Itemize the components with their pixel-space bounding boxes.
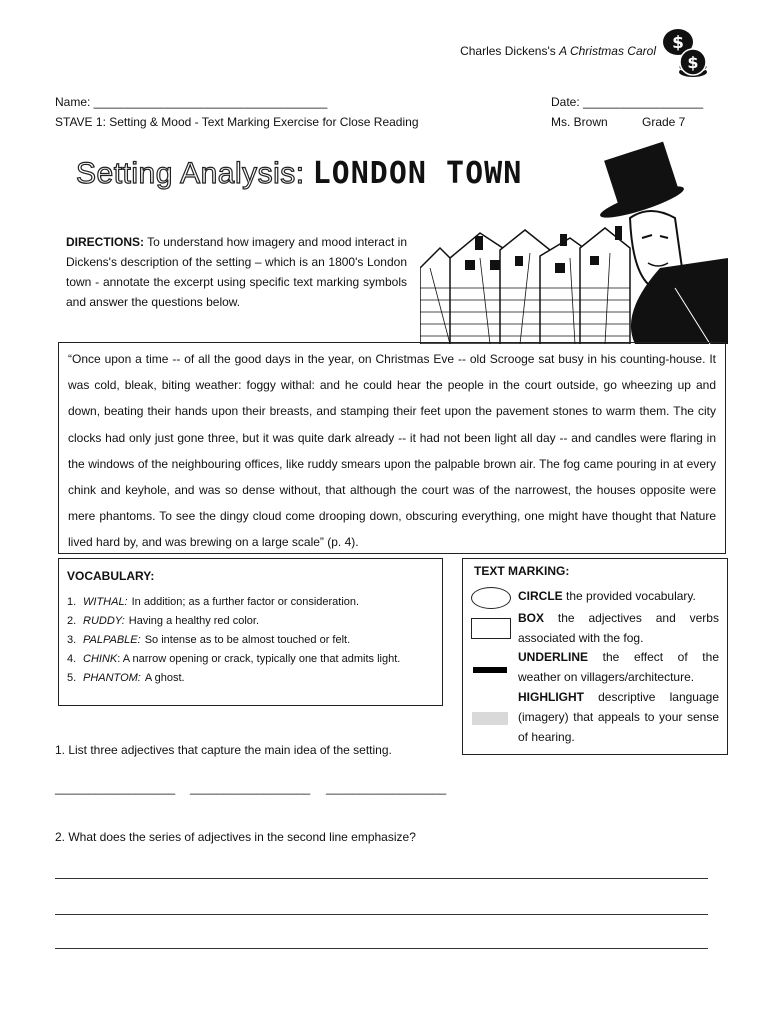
coin-stack-icon xyxy=(660,28,710,80)
worksheet-source xyxy=(460,44,656,58)
vocabulary-term: WITHAL: xyxy=(83,596,128,608)
teacher-name: Ms. Brown xyxy=(551,115,608,129)
text-marking-title: TEXT MARKING: xyxy=(474,564,570,578)
vocabulary-definition: Having a healthy red color. xyxy=(128,615,260,627)
name-field-label: Name: ___________________________________ xyxy=(55,95,328,109)
answer-line[interactable] xyxy=(55,878,708,879)
vocabulary-term: CHINK xyxy=(83,653,118,665)
directions-label: DIRECTIONS: xyxy=(66,235,144,249)
vocabulary-definition: In addition; as a further factor or consideration. xyxy=(131,596,360,608)
vocabulary-item xyxy=(67,612,442,631)
box-text: the adjectives and verbs associated with the fog. xyxy=(518,611,719,645)
circle-key: CIRCLE xyxy=(518,589,563,603)
answer-blank[interactable]: __________________ xyxy=(326,781,447,795)
vocabulary-definition: A ghost. xyxy=(144,672,185,684)
text-marking-box xyxy=(462,558,728,755)
highlight-text: descriptive language (imagery) that appeals to your sense of hearing. xyxy=(518,690,719,744)
underline-symbol-icon xyxy=(473,667,507,673)
answer-blank[interactable]: __________________ xyxy=(190,781,311,795)
excerpt-text: “Once upon a time -- of all the good days in the year, on Christmas Eve -- old Scrooge sat busy in his counting-house. It was cold, bleak, biting weather: foggy withal: and he could hear the people in the court outside, go wheezing up and down, beating their hands upon their breasts, and stamping their feet upon the pavement stones to warm them. The city clocks had only just gone three, but it was quite dark already -- it had not been light all day -- and candles were flaring in the windows of the neighbouring offices, like ruddy smears upon the palpable brown air. The fog came pouring in at every chink and keyhole, and was so dense without, that although the court was of the narrowest, the houses opposite were mere phantoms. To see the dingy cloud come drooping down, obscuring everything, one might have thought that Nature lived hard by, and was brewing on a large scale” (p. 4). xyxy=(68,352,716,550)
vocabulary-number: 1. xyxy=(67,596,77,608)
highlight-instruction xyxy=(518,687,719,747)
svg-text:$: $ xyxy=(672,33,684,53)
london-rooftops-scrooge-illustration xyxy=(420,138,728,344)
vocabulary-item xyxy=(67,650,442,669)
title-setting-analysis: Setting Analysis: xyxy=(76,157,305,190)
vocabulary-term: PALPABLE: xyxy=(83,634,141,646)
underline-text: the effect of the weather on villagers/architecture. xyxy=(518,650,719,684)
question-1: 1. List three adjectives that capture the main idea of the setting. xyxy=(55,743,392,757)
vocabulary-item xyxy=(67,669,442,688)
circle-symbol-icon xyxy=(471,587,511,609)
source-author: Charles Dickens's xyxy=(460,44,556,58)
svg-text:$: $ xyxy=(687,53,699,72)
source-title: A Christmas Carol xyxy=(559,44,656,58)
vocabulary-definition: : A narrow opening or crack, typically one that admits light. xyxy=(117,653,401,665)
answer-line[interactable] xyxy=(55,914,708,915)
vocabulary-number: 3. xyxy=(67,634,77,646)
answer-blank[interactable]: __________________ xyxy=(55,781,176,795)
date-field-label: Date: __________________ xyxy=(551,95,704,109)
box-key: BOX xyxy=(518,611,545,625)
question-2: 2. What does the series of adjectives in the second line emphasize? xyxy=(55,830,416,844)
vocabulary-number: 4. xyxy=(67,653,77,665)
worksheet-subtitle: STAVE 1: Setting & Mood - Text Marking Exercise for Close Reading xyxy=(55,115,419,129)
box-symbol-icon xyxy=(471,618,511,639)
highlight-symbol-icon xyxy=(472,712,508,725)
vocabulary-number: 2. xyxy=(67,615,77,627)
vocabulary-number: 5. xyxy=(67,672,77,684)
underline-instruction xyxy=(518,647,719,687)
circle-instruction xyxy=(518,586,719,606)
vocabulary-item xyxy=(67,593,442,612)
vocabulary-box xyxy=(58,558,443,706)
title-london-town: LONDON TOWN xyxy=(312,156,523,191)
grade-level: Grade 7 xyxy=(642,115,686,129)
vocabulary-item xyxy=(67,631,442,650)
excerpt-box xyxy=(58,342,726,554)
vocabulary-term: RUDDY: xyxy=(83,615,125,627)
box-instruction xyxy=(518,608,719,648)
vocabulary-term: PHANTOM: xyxy=(83,672,141,684)
vocabulary-definition: So intense as to be almost touched or felt. xyxy=(144,634,351,646)
directions-text: To understand how imagery and mood interact in Dickens's description of the setting – which is an 1800's London town - annotate the excerpt using specific text marking symbols and answer the questions below. xyxy=(66,235,407,309)
underline-key: UNDERLINE xyxy=(518,650,589,664)
circle-text: the provided vocabulary. xyxy=(566,589,696,603)
vocabulary-title: VOCABULARY: xyxy=(67,569,155,583)
highlight-key: HIGHLIGHT xyxy=(518,690,584,704)
answer-line[interactable] xyxy=(55,948,708,949)
directions xyxy=(66,232,407,312)
